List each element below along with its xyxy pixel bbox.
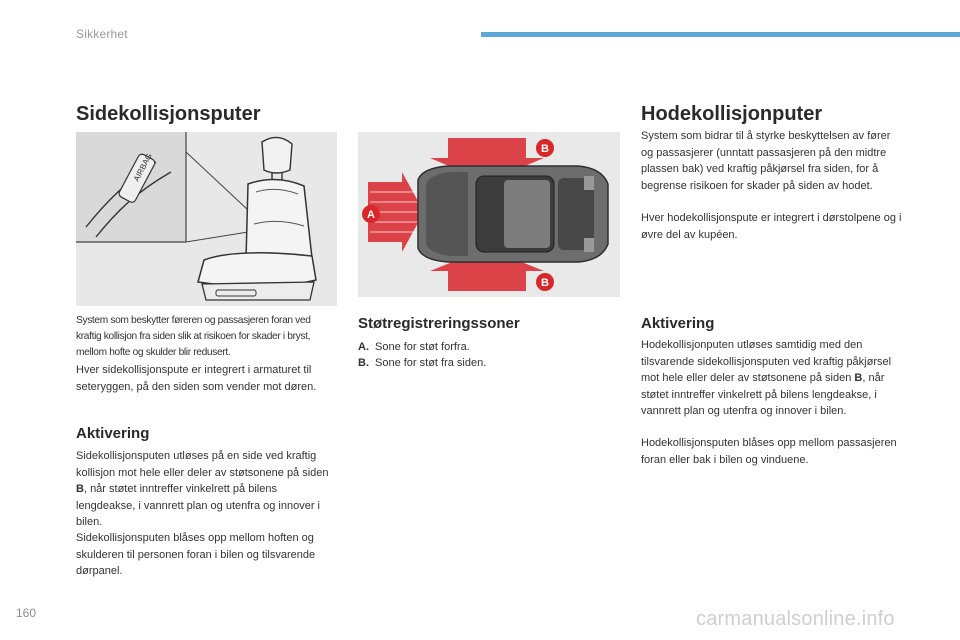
side-airbag-activation-text-1: Sidekollisjonsputen utløses på en side ved kraftig kollisjon mot hele eller deler av støtsonene på siden B, når støtet inntreffer vinkelrett på bilens lengdeakse, i vannrett plan og utenfra og innover i bilen. bbox=[76, 450, 329, 528]
watermark: carmanualsonline.info bbox=[696, 608, 895, 630]
side-airbag-activation-text-2: Sidekollisjonsputen blåses opp mellom hoften og skulderen til personen foran i bilen og tilsvarende dørpanel. bbox=[76, 532, 316, 577]
side-airbag-intro: Hver sidekollisjonspute er integrert i armaturet til seteryggen, på den siden som vender mot døren. bbox=[76, 364, 317, 393]
head-airbag-activation-heading: Aktivering bbox=[641, 315, 715, 332]
head-airbag-activation-text-2: Hodekollisjonsputen blåses opp mellom passasjeren foran eller bak i bilen og vinduene. bbox=[641, 437, 897, 466]
seat-drawing bbox=[76, 132, 337, 306]
car-top-view-drawing bbox=[358, 132, 620, 297]
airbag-label: AIRBAG bbox=[131, 152, 154, 183]
head-airbag-intro-2: Hver hodekollisjonspute er integrert i dørstolpene og i øvre del av kupéen. bbox=[641, 212, 902, 241]
list-item: B. Sone for støt fra siden. bbox=[358, 357, 487, 369]
seat-airbag-illustration bbox=[76, 132, 337, 306]
section-label: Sikkerhet bbox=[76, 27, 128, 41]
head-airbag-activation-text-1: Hodekollisjonputen utløses samtidig med den tilsvarende sidekollisjonsputen ved kraftig påkjørsel mot hele eller deler av støtsonene på siden B, når støtet inntreffer vinkelrett på bilens lengdeakse, i vannrett plan og utenfra og innover i bilen. bbox=[641, 339, 892, 417]
impact-zones-illustration bbox=[358, 132, 620, 297]
zone-label-b-top: B bbox=[541, 143, 549, 155]
page-number: 160 bbox=[16, 606, 37, 620]
impact-zones-heading: Støtregistreringssoner bbox=[358, 315, 520, 332]
head-airbags-title: Hodekollisjonputer bbox=[641, 103, 823, 125]
side-airbags-title: Sidekollisjonsputer bbox=[76, 103, 261, 125]
side-airbag-caption: System som beskytter føreren og passasjeren foran ved kraftig kollisjon fra siden slik at risikoen for skader i bryst, mellom hofte og skulder blir redusert. bbox=[76, 315, 311, 358]
impact-zones-list bbox=[358, 339, 620, 371]
section-accent-bar bbox=[481, 32, 960, 37]
list-item: A. Sone for støt forfra. bbox=[358, 341, 470, 353]
zone-label-b-bottom: B bbox=[541, 277, 549, 289]
zone-label-a: A bbox=[367, 209, 375, 221]
head-airbag-intro-1: System som bidrar til å styrke beskyttelsen av fører og passasjerer (unntatt passasjeren på den midtre plassen bak) ved kraftig påkjørsel fra siden, for å begrense risikoen for skader på siden av hodet. bbox=[641, 130, 891, 192]
side-airbag-activation-heading: Aktivering bbox=[76, 425, 150, 442]
